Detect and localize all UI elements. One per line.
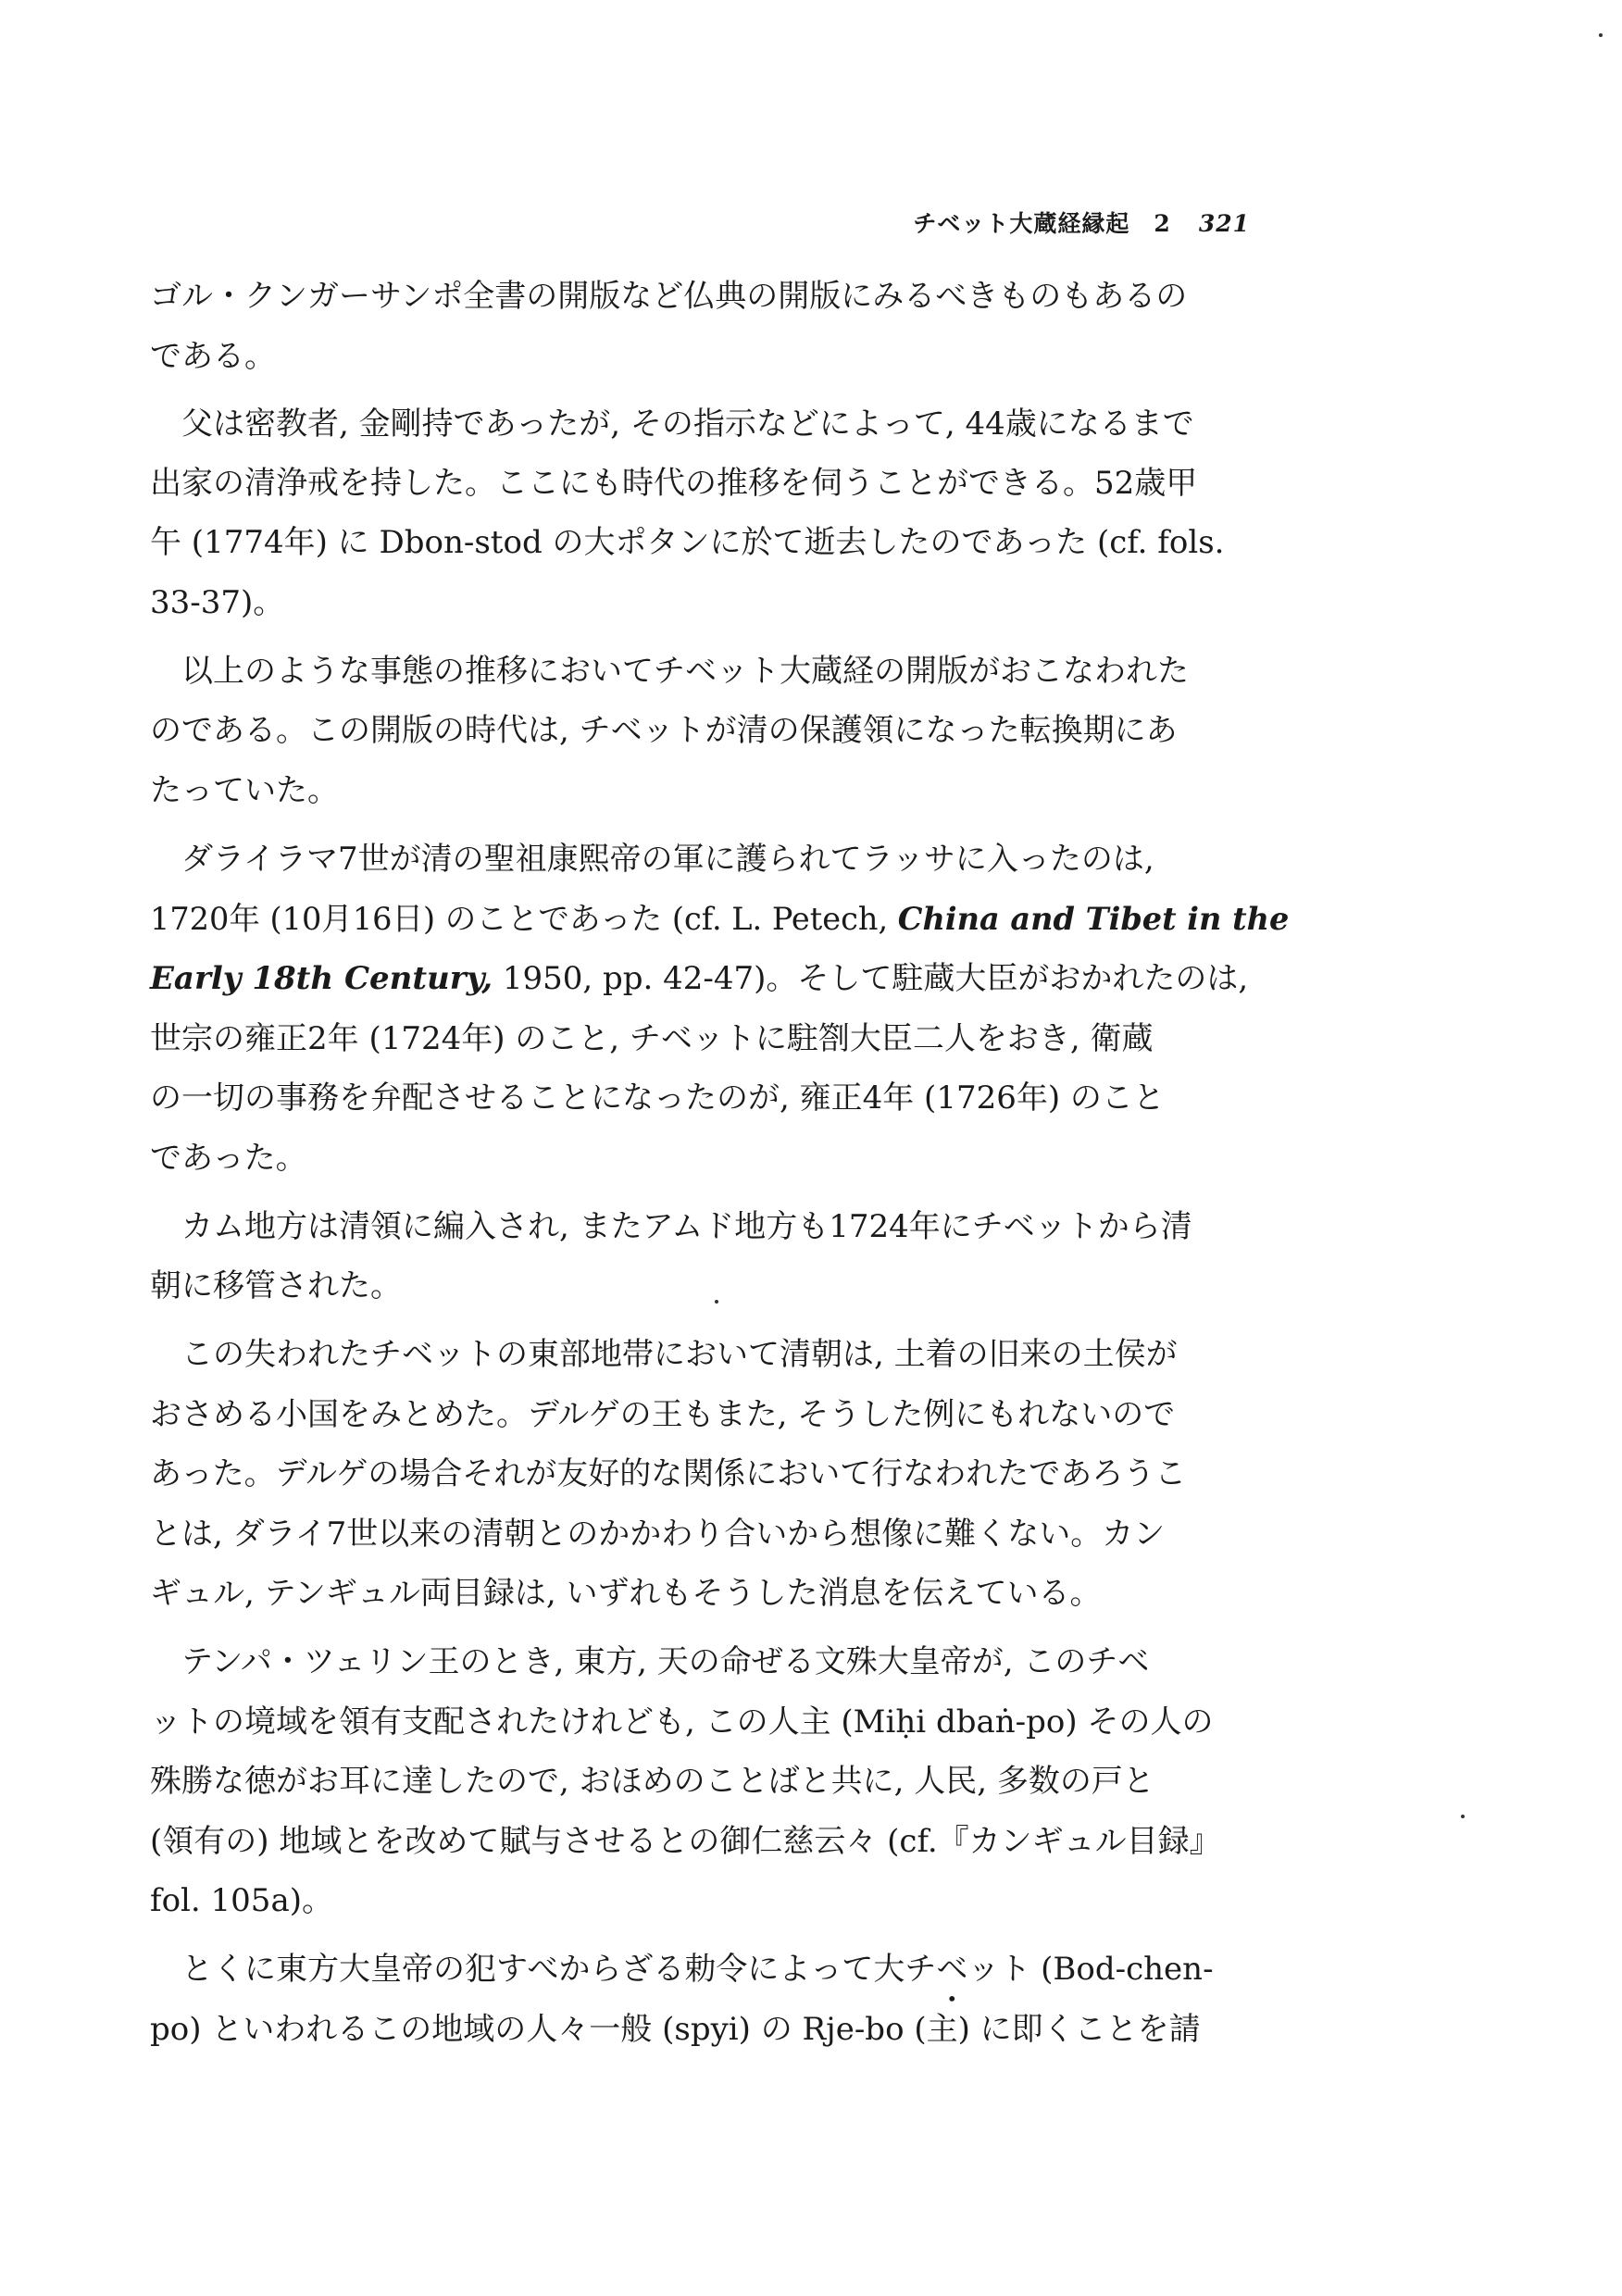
running-title: チベット大蔵経縁起 2 xyxy=(913,210,1171,237)
text-run: とは, ダライ7世以来の清朝とのかかわり合いから想像に難くない。カン xyxy=(150,1516,1166,1553)
text-line xyxy=(150,278,1187,315)
emphasis-dotted: 大チベット • xyxy=(873,1951,1030,1988)
text-line xyxy=(150,1396,1175,1433)
italic-title: Early 18th Century, xyxy=(150,960,493,997)
text-run: 午 (1774年) に Dbon-stod の大ポタンに於て逝去したのであった (cf. fols. xyxy=(150,524,1225,561)
text-run: 以上のような事態の推移においてチベット大蔵経の開版がおこなわれた xyxy=(150,653,1189,690)
text-run: この失われたチベットの東部地帯において清朝は, 土着の旧来の土侯が xyxy=(150,1336,1178,1373)
text-line xyxy=(150,584,284,621)
text-run: 出家の清浄戒を持した。ここにも時代の推移を伺うことができる。52歳甲 xyxy=(150,465,1198,502)
text-run: 1720年 (10月16日) のことであった (cf. L. Petech, xyxy=(150,901,898,938)
text-run: ダライラマ7世が清の聖祖康熙帝の軍に護られてラッサに入ったのは, xyxy=(150,841,1154,878)
text-run: カム地方は清領に編入され, またアムド地方も1724年にチベットから清 xyxy=(150,1208,1192,1245)
text-line xyxy=(150,1703,1213,1741)
scan-speck xyxy=(1461,1815,1465,1818)
text-line xyxy=(150,1643,1149,1680)
text-line xyxy=(150,712,1178,749)
text-line xyxy=(150,1267,402,1304)
text-run: のである。この開版の時代は, チベットが清の保護領になった転換期にあ xyxy=(150,712,1178,749)
text-run: おさめる小国をみとめた。デルゲの王もまた, そうした例にもれないので xyxy=(150,1396,1176,1433)
text-line xyxy=(150,406,1194,443)
scan-speck xyxy=(715,1300,718,1304)
text-run: ギュル, テンギュル両目録は, いずれもそうした消息を伝えている。 xyxy=(150,1575,1102,1612)
text-run: 33-37)。 xyxy=(150,584,285,621)
text-line xyxy=(150,960,1248,997)
text-line xyxy=(150,2011,1201,2048)
text-line xyxy=(150,1208,1192,1245)
text-run: の一切の事務を弁配させることになったのが, 雍正4年 (1726年) のこと xyxy=(150,1079,1165,1117)
text-run: ゴル・クンガーサンポ全書の開版など仏典の開版にみるべきものもあるの xyxy=(150,278,1188,315)
text-run: であった。 xyxy=(150,1140,307,1177)
text-line xyxy=(150,841,1154,878)
scan-speck xyxy=(1599,33,1603,37)
text-run: 1950, pp. 42-47)。そして駐蔵大臣がおかれたのは, xyxy=(493,960,1249,997)
text-line xyxy=(150,1575,1102,1612)
text-line xyxy=(150,901,1289,938)
text-run: である。 xyxy=(150,338,276,375)
text-run: 世宗の雍正2年 (1724年) のこと, チベットに駐劄大臣二人をおき, 衛蔵 xyxy=(150,1020,1154,1057)
text-run: fol. 105a)。 xyxy=(150,1882,333,1919)
text-run: (Bod-chen- xyxy=(1030,1951,1214,1988)
text-line xyxy=(150,1763,1154,1800)
text-run: 朝に移管された。 xyxy=(150,1267,402,1304)
running-header xyxy=(913,206,1250,239)
text-run: テンパ・ツェリン王のとき, 東方, 天の命ぜる文殊大皇帝が, このチベ xyxy=(150,1643,1150,1680)
italic-title: China and Tibet in the xyxy=(897,901,1290,938)
text-run: とくに東方大皇帝の犯すべからざる勅令によって xyxy=(150,1951,874,1988)
text-line xyxy=(150,1951,1214,1988)
text-run: 殊勝な徳がお耳に達したので, おほめのことばと共に, 人民, 多数の戸と xyxy=(150,1763,1154,1800)
text-run: ットの境域を領有支配されたけれども, この人主 (Miḥi dbaṅ-po) その人の xyxy=(150,1703,1214,1741)
text-line xyxy=(150,338,276,375)
page-number: 321 xyxy=(1198,210,1250,237)
text-line xyxy=(150,1020,1154,1057)
text-line xyxy=(150,1079,1165,1117)
text-line xyxy=(150,465,1197,502)
text-run: あった。デルゲの場合それが友好的な関係において行なわれたであろうこ xyxy=(150,1455,1187,1492)
text-line xyxy=(150,772,339,809)
text-line xyxy=(150,1882,333,1919)
text-line xyxy=(150,524,1224,561)
text-run: 父は密教者, 金剛持であったが, その指示などによって, 44歳になるまで xyxy=(150,406,1194,443)
text-run: たっていた。 xyxy=(150,772,339,809)
text-line xyxy=(150,1516,1165,1553)
text-line xyxy=(150,1455,1186,1492)
text-run: po) といわれるこの地域の人々一般 (spyi) の Rje-bo (主) に即くことを請 xyxy=(150,2011,1201,2048)
text-line xyxy=(150,1336,1178,1373)
text-run: (領有の) 地域とを改めて賦与させるとの御仁慈云々 (cf.『カンギュル目録』 xyxy=(150,1823,1221,1860)
text-line xyxy=(150,1823,1221,1860)
text-line xyxy=(150,653,1189,690)
text-line xyxy=(150,1140,307,1177)
